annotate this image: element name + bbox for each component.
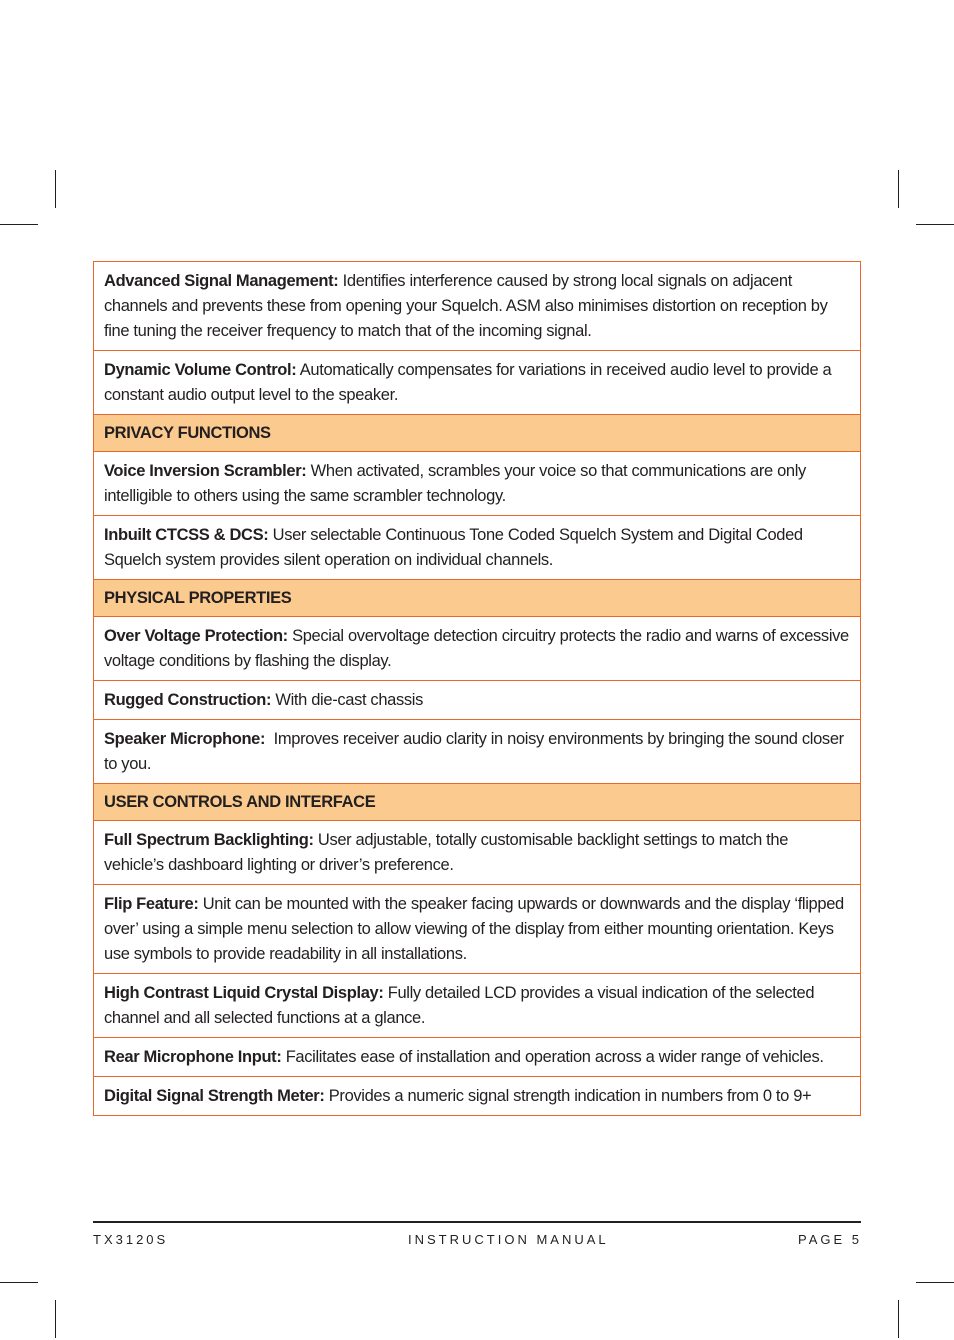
feature-term: Dynamic Volume Control: bbox=[104, 361, 297, 379]
feature-row bbox=[94, 351, 860, 415]
feature-row bbox=[94, 452, 860, 516]
feature-row bbox=[94, 516, 860, 580]
footer-page-number: PAGE 5 bbox=[797, 1232, 862, 1247]
feature-term: High Contrast Liquid Crystal Display: bbox=[104, 984, 384, 1002]
feature-term: Full Spectrum Backlighting: bbox=[104, 831, 314, 849]
feature-term: Speaker Microphone: bbox=[104, 730, 266, 748]
feature-description: Facilitates ease of installation and operation across a wider range of vehicles. bbox=[281, 1048, 824, 1066]
feature-row bbox=[94, 262, 860, 351]
feature-term: Rugged Construction: bbox=[104, 691, 272, 709]
feature-term: Flip Feature: bbox=[104, 895, 199, 913]
section-header: PHYSICAL PROPERTIES bbox=[94, 580, 860, 617]
feature-term: Digital Signal Strength Meter: bbox=[104, 1087, 325, 1105]
feature-row bbox=[94, 720, 860, 784]
feature-term: Voice Inversion Scrambler: bbox=[104, 462, 307, 480]
crop-mark-bottom-left-horizontal bbox=[0, 1282, 38, 1283]
footer-rule bbox=[93, 1221, 861, 1223]
feature-row bbox=[94, 974, 860, 1038]
footer-model: TX3120S bbox=[93, 1232, 169, 1247]
feature-row bbox=[94, 1077, 860, 1116]
feature-row bbox=[94, 821, 860, 885]
feature-description: Unit can be mounted with the speaker facing upwards or downwards and the display ‘flipped over’ using a simple menu selection to allow viewing of the display from either mounting orientation. Keys use symbols to provide readability in all installations. bbox=[104, 895, 849, 963]
feature-term: Over Voltage Protection: bbox=[104, 627, 288, 645]
section-header: PRIVACY FUNCTIONS bbox=[94, 415, 860, 452]
feature-description: When activated, scrambles your voice so that communications are only intelligible to others using the same scrambler technology. bbox=[104, 462, 811, 505]
crop-mark-bottom-right-horizontal bbox=[916, 1282, 954, 1283]
feature-term: Advanced Signal Management: bbox=[104, 272, 339, 290]
footer-title: INSTRUCTION MANUAL bbox=[408, 1232, 609, 1247]
feature-description: Improves receiver audio clarity in noisy environments by bringing the sound closer to you. bbox=[104, 730, 849, 773]
feature-row bbox=[94, 617, 860, 681]
feature-description: With die-cast chassis bbox=[271, 691, 424, 709]
feature-description: Automatically compensates for variations in received audio level to provide a constant audio output level to the speaker. bbox=[104, 361, 836, 404]
crop-mark-top-left-vertical bbox=[55, 170, 56, 208]
feature-row bbox=[94, 1038, 860, 1077]
feature-row bbox=[94, 681, 860, 720]
crop-mark-bottom-right-vertical bbox=[898, 1300, 899, 1338]
feature-description: Identifies interference caused by strong local signals on adjacent channels and prevents these from opening your Squelch. ASM also minimises distortion on reception by fine tuning the receiver frequency to match that of the incoming signal. bbox=[104, 272, 832, 340]
crop-mark-bottom-left-vertical bbox=[55, 1300, 56, 1338]
feature-term: Inbuilt CTCSS & DCS: bbox=[104, 526, 269, 544]
feature-description: Fully detailed LCD provides a visual indication of the selected channel and all selected functions at a glance. bbox=[104, 984, 819, 1027]
feature-description: Special overvoltage detection circuitry protects the radio and warns of excessive voltage conditions by flashing the display. bbox=[104, 627, 854, 670]
section-header: USER CONTROLS AND INTERFACE bbox=[94, 784, 860, 821]
feature-table bbox=[93, 261, 861, 1116]
feature-description: User selectable Continuous Tone Coded Squelch System and Digital Coded Squelch system provides silent operation on individual channels. bbox=[104, 526, 807, 569]
feature-description: Provides a numeric signal strength indication in numbers from 0 to 9+ bbox=[324, 1087, 812, 1105]
crop-mark-top-left-horizontal bbox=[0, 224, 38, 225]
feature-term: Rear Microphone Input: bbox=[104, 1048, 282, 1066]
feature-description: User adjustable, totally customisable backlight settings to match the vehicle’s dashboard lighting or driver’s preference. bbox=[104, 831, 793, 874]
crop-mark-top-right-horizontal bbox=[916, 224, 954, 225]
crop-mark-top-right-vertical bbox=[898, 170, 899, 208]
feature-row bbox=[94, 885, 860, 974]
